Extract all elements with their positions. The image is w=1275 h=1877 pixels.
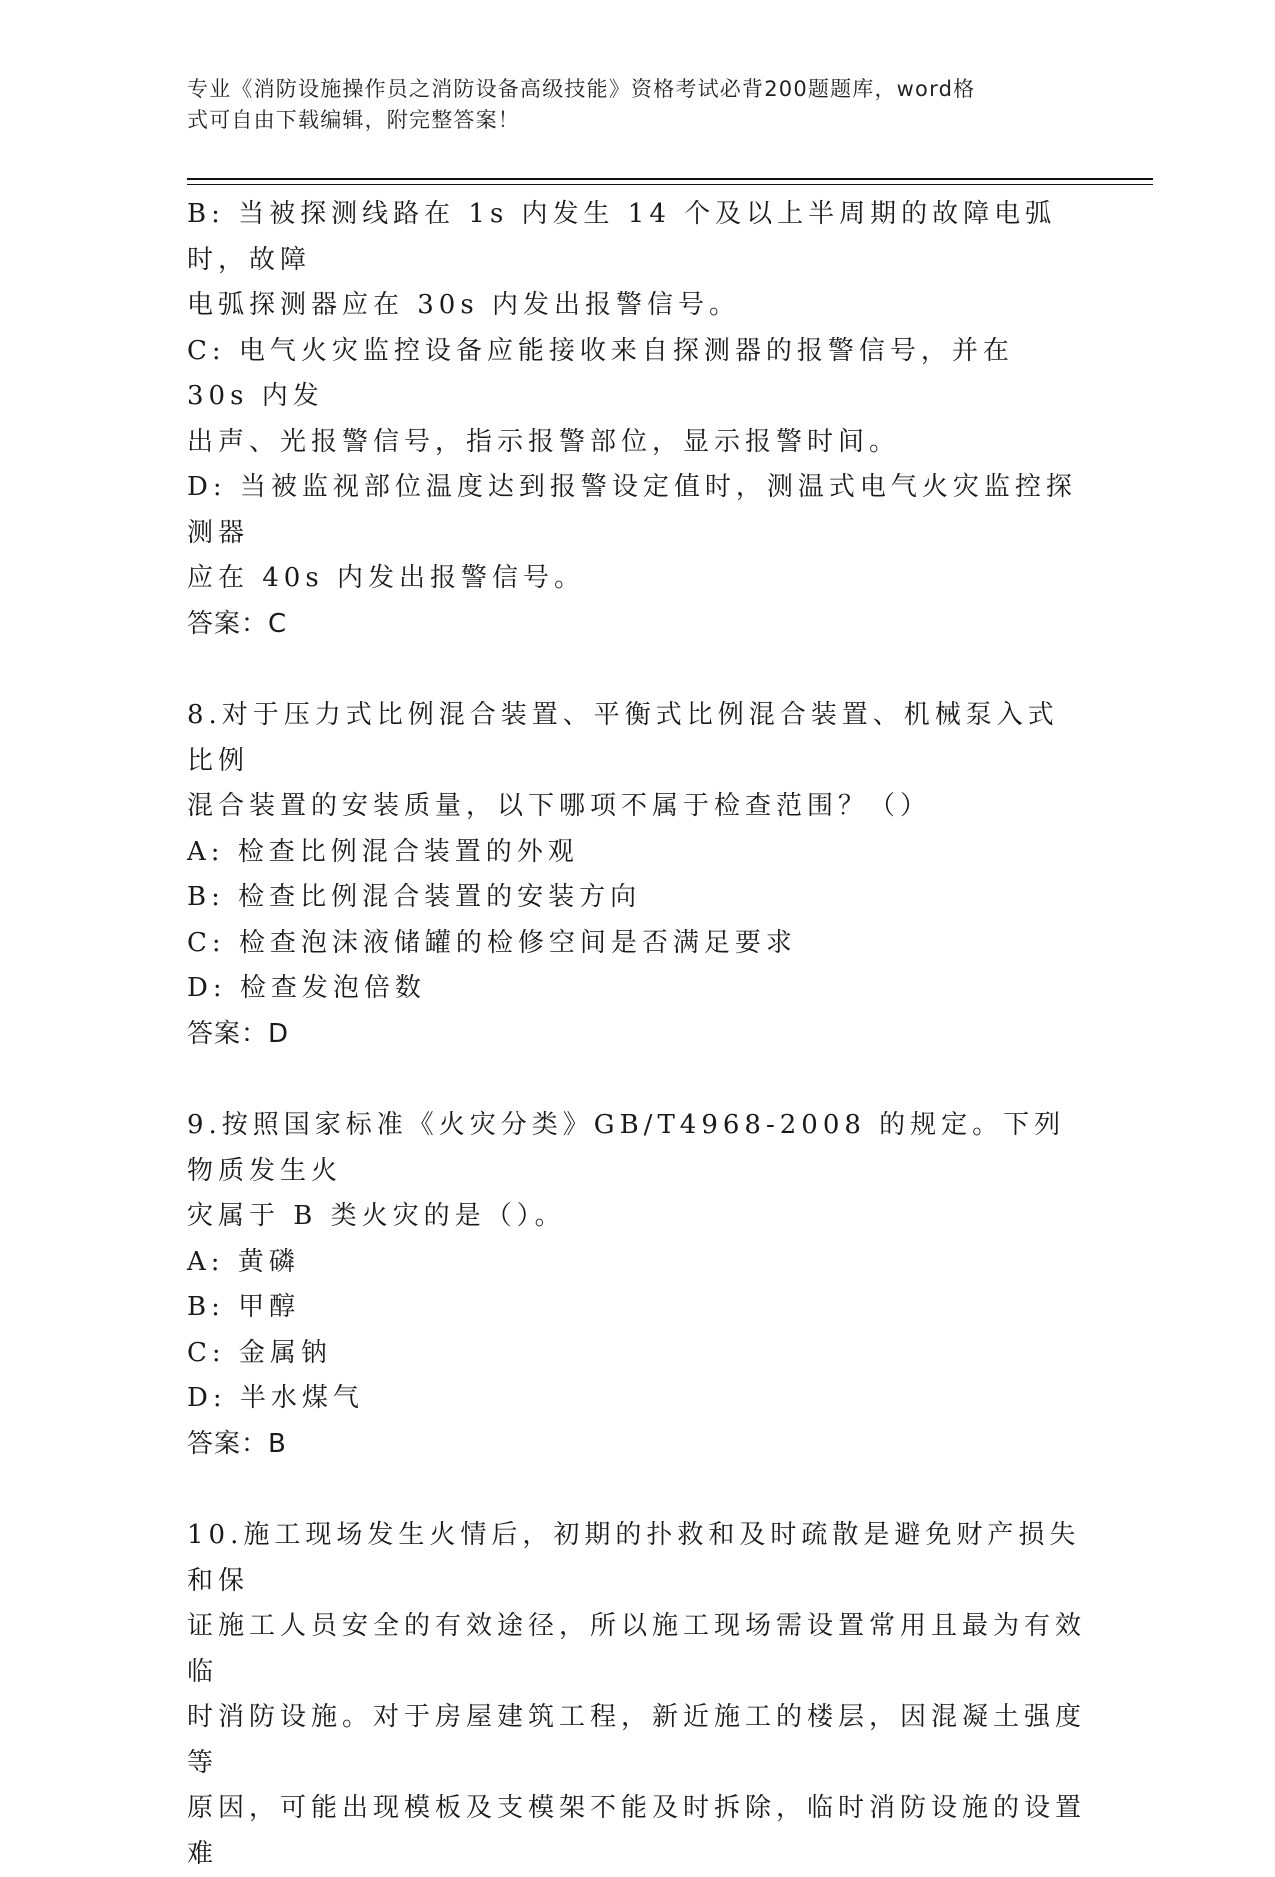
spacer: [187, 1057, 1087, 1103]
q8-option-a: A: 检查比例混合装置的外观: [187, 836, 579, 867]
q8-stem-line-2: 混合装置的安装质量，以下哪项不属于检查范围？（）: [187, 791, 932, 821]
q10-stem-line-4: 原因，可能出现模板及支模架不能及时拆除，临时消防设施的设置难: [187, 1793, 1087, 1869]
q7-option-b-line-1: B: 当被探测线路在 1s 内发生 14 个及以上半周期的故障电弧时，故障: [187, 199, 1057, 275]
q8-answer: 答案：D: [187, 1018, 290, 1049]
page-header: [187, 74, 1067, 136]
q9-answer: 答案：B: [187, 1428, 287, 1459]
header-divider-thin: [187, 184, 1153, 185]
q10-stem-line-3: 时消防设施。对于房屋建筑工程，新近施工的楼层，因混凝土强度等: [187, 1702, 1087, 1778]
q8-option-d: D: 检查发泡倍数: [187, 973, 426, 1003]
q7-answer: 答案：C: [187, 608, 288, 639]
question-8: [187, 693, 1087, 1057]
q9-option-d: D: 半水煤气: [187, 1383, 364, 1413]
q9-option-a: A: 黄磷: [187, 1246, 300, 1277]
q9-stem-line-1: 9.按照国家标准《火灾分类》GB/T4968-2008 的规定。下列物质发生火: [187, 1110, 1066, 1186]
q8-option-b: B: 检查比例混合装置的安装方向: [187, 882, 642, 912]
question-9: [187, 1103, 1087, 1467]
header-divider-thick: [187, 178, 1153, 180]
q9-option-b: B: 甲醇: [187, 1292, 301, 1322]
question-10: [187, 1513, 1087, 1877]
q9-stem-line-2: 灾属于 B 类火灾的是（）。: [187, 1201, 566, 1231]
header-line-1: 专业《消防设施操作员之消防设备高级技能》资格考试必背200题题库，word格: [187, 77, 976, 101]
q10-stem-line-2: 证施工人员安全的有效途径，所以施工现场需设置常用且最为有效临: [187, 1611, 1087, 1687]
spacer: [187, 647, 1087, 693]
q7-option-c-line-1: C: 电气火灾监控设备应能接收来自探测器的报警信号，并在 30s 内发: [187, 335, 1028, 411]
q8-option-c: C: 检查泡沫液储罐的检修空间是否满足要求: [187, 927, 797, 958]
spacer: [187, 1467, 1087, 1513]
q7-option-d-line-2: 应在 40s 内发出报警信号。: [187, 563, 585, 593]
q7-option-b-line-2: 电弧探测器应在 30s 内发出报警信号。: [187, 290, 740, 320]
question-content: [187, 192, 1087, 1877]
q9-option-c: C: 金属钠: [187, 1337, 332, 1368]
q8-stem-line-1: 8.对于压力式比例混合装置、平衡式比例混合装置、机械泵入式比例: [187, 700, 1059, 776]
q7-option-c-line-2: 出声、光报警信号，指示报警部位，显示报警时间。: [187, 426, 901, 457]
question-7-tail: [187, 192, 1087, 647]
q7-option-d-line-1: D: 当被监视部位温度达到报警设定值时，测温式电气火灾监控探测器: [187, 472, 1077, 548]
header-line-2: 式可自由下载编辑，附完整答案！: [187, 108, 520, 132]
q10-stem-line-1: 10.施工现场发生火情后，初期的扑救和及时疏散是避免财产损失和保: [187, 1520, 1081, 1596]
